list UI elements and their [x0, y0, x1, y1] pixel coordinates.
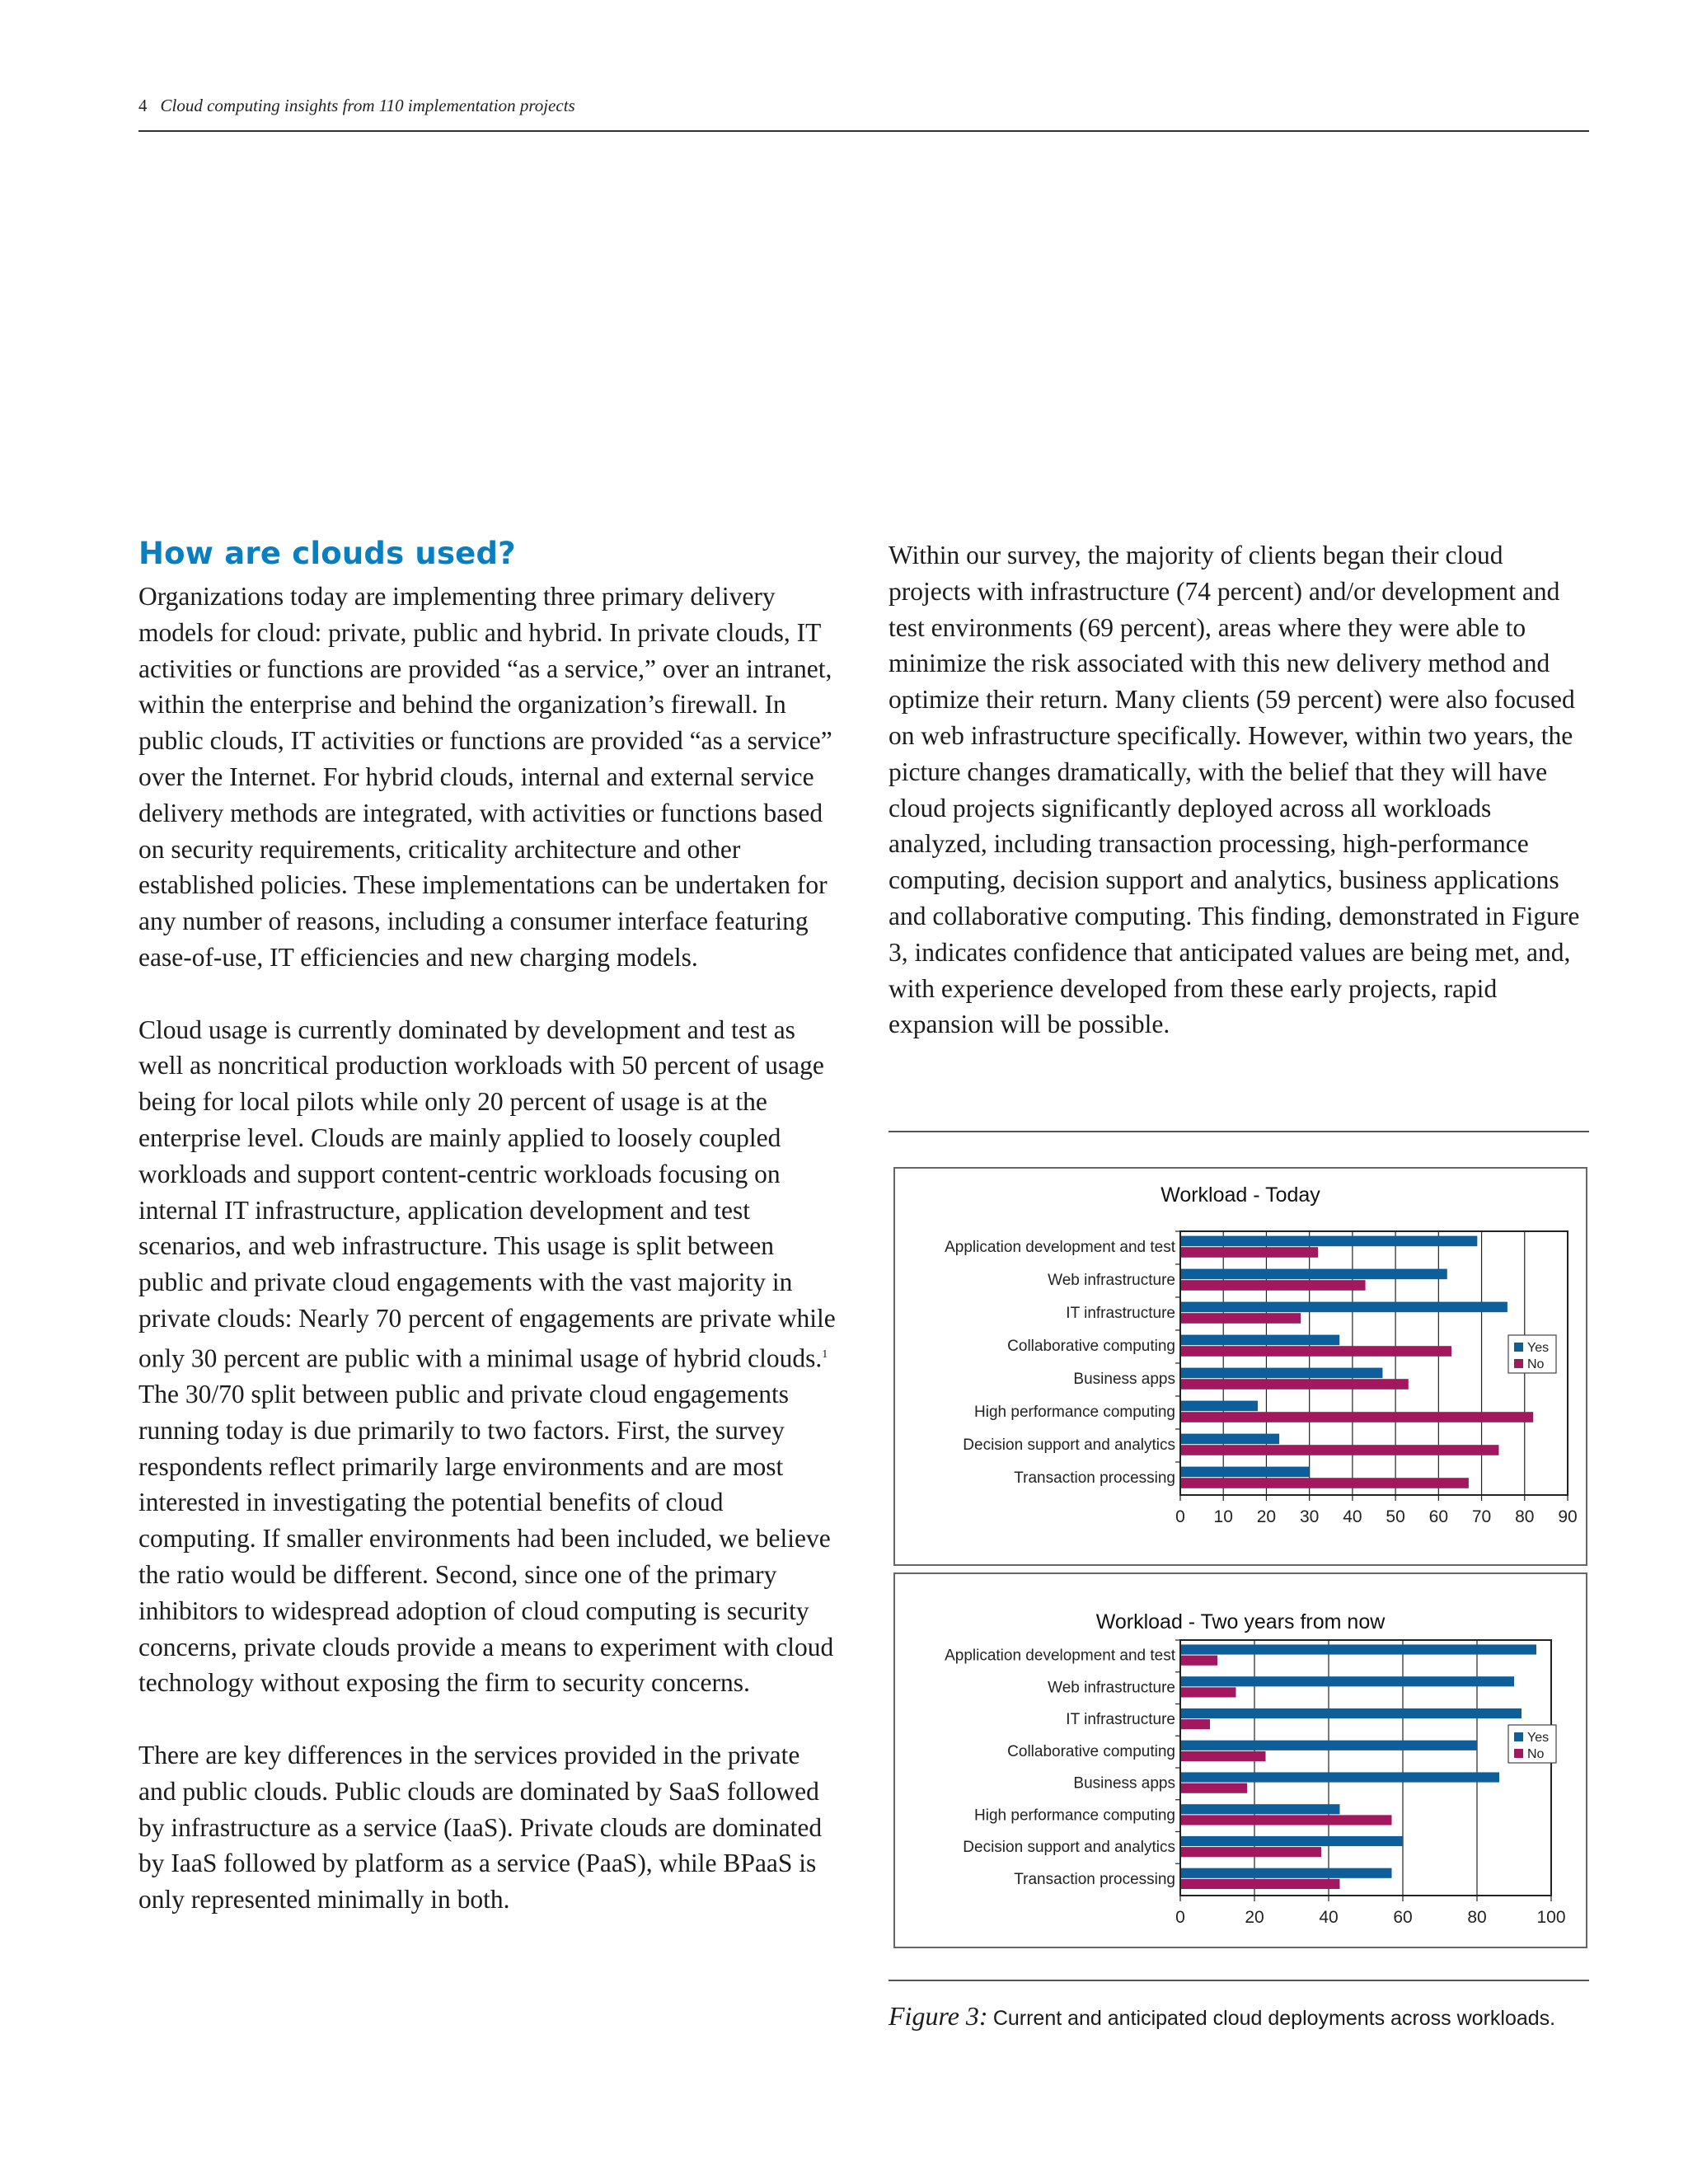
x-tick-label: 40	[1319, 1908, 1339, 1927]
bar-no-6	[1181, 1445, 1498, 1455]
bar-no-1	[1181, 1280, 1366, 1291]
category-label: Decision support and analytics	[963, 1436, 1175, 1455]
running-title: Cloud computing insights from 110 implementation projects	[160, 96, 575, 115]
paragraph-delivery-models: Organizations today are implementing three primary delivery models for cloud: private, public and hybrid. In private clouds, IT activities or functions are provided “as a service,” over an intranet, within the enterprise and behind the organization’s firewall. In public clouds, IT activities or functions are provided “as a service” over the Internet. For hybrid clouds, internal and external service delivery methods are integrated, with activities or functions based on security requirements, criticality architecture and other established policies. These implementations can be undertaken for any number of reasons, including a consumer interface featuring ease-of-use, IT efficiencies and new charging models.	[138, 582, 832, 972]
category-label: Decision support and analytics	[963, 1839, 1175, 1857]
bar-yes-7	[1181, 1467, 1310, 1478]
bar-no-3	[1181, 1346, 1451, 1357]
legend-label-no: No	[1527, 1357, 1545, 1371]
bar-yes-6	[1181, 1434, 1279, 1445]
page-number: 4	[138, 96, 148, 115]
x-tick-label: 90	[1558, 1507, 1578, 1526]
paragraph-split-text: The 30/70 split between public and private cloud engagements running today is due primarily to two factors. First, the survey respondents reflect primarily large environments and are most interested in investigating the potential benefits of cloud computing. If smaller environments had been included, we believe the ratio would be different. Second, since one of the primary inhibitors to widespread adoption of cloud computing is security concerns, private clouds provide a means to experiment with cloud technology without exposing the firm to security concerns.	[138, 1380, 834, 1698]
x-tick-label: 60	[1393, 1908, 1413, 1927]
running-header	[138, 96, 1589, 116]
x-tick-label: 50	[1386, 1507, 1405, 1526]
bar-no-6	[1181, 1847, 1321, 1857]
bar-yes-4	[1181, 1772, 1499, 1782]
chart-title: Workload - Today	[1160, 1183, 1320, 1207]
bar-yes-0	[1181, 1644, 1536, 1654]
figure-label: Figure 3:	[889, 2001, 988, 2031]
legend-swatch-no	[1514, 1749, 1523, 1758]
bar-no-5	[1181, 1412, 1533, 1422]
bar-yes-5	[1181, 1804, 1340, 1814]
x-tick-label: 80	[1515, 1507, 1535, 1526]
category-label: Web infrastructure	[1048, 1679, 1175, 1697]
category-label: IT infrastructure	[1066, 1711, 1175, 1729]
bar-yes-2	[1181, 1302, 1507, 1313]
x-tick-label: 0	[1175, 1507, 1185, 1526]
bar-yes-4	[1181, 1368, 1382, 1379]
figure-top-rule	[889, 1131, 1589, 1132]
bar-no-4	[1181, 1783, 1247, 1793]
category-label: Collaborative computing	[1007, 1742, 1175, 1760]
bar-no-1	[1181, 1687, 1236, 1697]
bar-no-3	[1181, 1751, 1266, 1761]
x-tick-label: 60	[1428, 1507, 1449, 1526]
x-tick-label: 20	[1245, 1908, 1264, 1927]
bar-yes-6	[1181, 1836, 1403, 1846]
figure-caption-text: Current and anticipated cloud deployments across workloads.	[992, 2007, 1556, 2030]
chart-workload-two-years	[893, 1572, 1587, 1948]
footnote-marker: 1	[822, 1347, 828, 1361]
bar-no-2	[1181, 1313, 1301, 1324]
legend	[1508, 1335, 1556, 1373]
legend-swatch-no	[1514, 1359, 1523, 1368]
paragraph-cloud-usage-text: Cloud usage is currently dominated by development and test as well as noncritical production workloads with 50 percent of usage being for local pilots while only 20 percent of usage is at the enterprise level. Clouds are mainly applied to loosely coupled workloads and support content-centric workloads focusing on internal IT infrastructure, application development and test scenarios, and web infrastructure. This usage is split between public and private cloud engagements with the vast majority in private clouds: Nearly 70 percent of engagements are private while only 30 percent are public with a minimal usage of hybrid clouds.	[138, 1015, 836, 1373]
bar-yes-7	[1181, 1868, 1392, 1878]
legend-swatch-yes	[1514, 1732, 1523, 1741]
x-tick-label: 40	[1343, 1507, 1362, 1526]
x-tick-label: 20	[1256, 1507, 1277, 1526]
paragraph-cloud-usage	[138, 1012, 839, 1702]
legend-label-yes: Yes	[1527, 1731, 1550, 1745]
chart-workload-today	[893, 1167, 1587, 1566]
bar-no-0	[1181, 1656, 1217, 1666]
chart-title: Workload - Two years from now	[1095, 1610, 1386, 1633]
x-tick-label: 0	[1175, 1908, 1185, 1927]
bar-yes-3	[1181, 1741, 1477, 1750]
left-column	[138, 579, 839, 1918]
category-label: IT infrastructure	[1066, 1305, 1175, 1323]
bar-no-0	[1181, 1247, 1318, 1258]
right-column	[889, 537, 1589, 1043]
bar-yes-1	[1181, 1269, 1447, 1280]
legend-swatch-yes	[1514, 1343, 1523, 1352]
bar-no-2	[1181, 1719, 1210, 1729]
legend-label-no: No	[1527, 1747, 1545, 1761]
legend	[1508, 1725, 1556, 1763]
category-label: Web infrastructure	[1048, 1272, 1175, 1290]
category-label: Collaborative computing	[1007, 1338, 1175, 1356]
chart-workload-two-years-svg	[895, 1574, 1586, 1947]
category-label: Business apps	[1073, 1774, 1175, 1793]
paragraph-key-differences: There are key differences in the services provided in the private and public clouds. Public clouds are dominated by SaaS followed by infrastructure as a service (IaaS). Private clouds are dominated by IaaS followed by platform as a service (PaaS), while BPaaS is only represented minimally in both.	[138, 1741, 823, 1915]
legend-label-yes: Yes	[1527, 1341, 1550, 1355]
category-label: Application development and test	[945, 1239, 1175, 1257]
bar-yes-2	[1181, 1708, 1522, 1718]
figure-bottom-rule	[889, 1980, 1589, 1981]
x-tick-label: 70	[1471, 1507, 1492, 1526]
bar-no-5	[1181, 1815, 1392, 1825]
chart-workload-today-svg	[895, 1169, 1586, 1564]
section-heading: How are clouds used?	[138, 536, 516, 571]
bar-yes-0	[1181, 1236, 1477, 1247]
bar-no-7	[1181, 1879, 1340, 1889]
category-label: Transaction processing	[1014, 1469, 1175, 1488]
category-label: Application development and test	[945, 1647, 1175, 1665]
bar-yes-5	[1181, 1401, 1258, 1412]
x-tick-label: 10	[1213, 1507, 1233, 1526]
bar-yes-1	[1181, 1676, 1514, 1686]
bar-yes-3	[1181, 1335, 1339, 1346]
header-rule	[138, 130, 1589, 132]
bar-no-7	[1181, 1478, 1469, 1488]
x-tick-label: 100	[1536, 1908, 1566, 1927]
paragraph-survey-findings: Within our survey, the majority of clients began their cloud projects with infrastructure (74 percent) and/or development and test environments (69 percent), areas where they were able to minimize the risk associated with this new delivery method and optimize their return. Many clients (59 percent) were also focused on web infrastructure specifically. However, within two years, the picture changes dramatically, with the belief that they will have cloud projects significantly deployed across all workloads analyzed, including transaction processing, high-performance computing, decision support and analytics, business applications and collaborative computing. This finding, demonstrated in Figure 3, indicates confidence that anticipated values are being met, and, with experience developed from these early projects, rapid expansion will be possible.	[889, 541, 1580, 1039]
x-tick-label: 80	[1467, 1908, 1487, 1927]
x-tick-label: 30	[1299, 1507, 1320, 1526]
category-label: Business apps	[1073, 1371, 1175, 1389]
category-label: Transaction processing	[1014, 1870, 1175, 1888]
category-label: High performance computing	[974, 1404, 1175, 1422]
category-label: High performance computing	[974, 1807, 1175, 1825]
bar-no-4	[1181, 1379, 1409, 1390]
figure-caption	[889, 2001, 1597, 2032]
